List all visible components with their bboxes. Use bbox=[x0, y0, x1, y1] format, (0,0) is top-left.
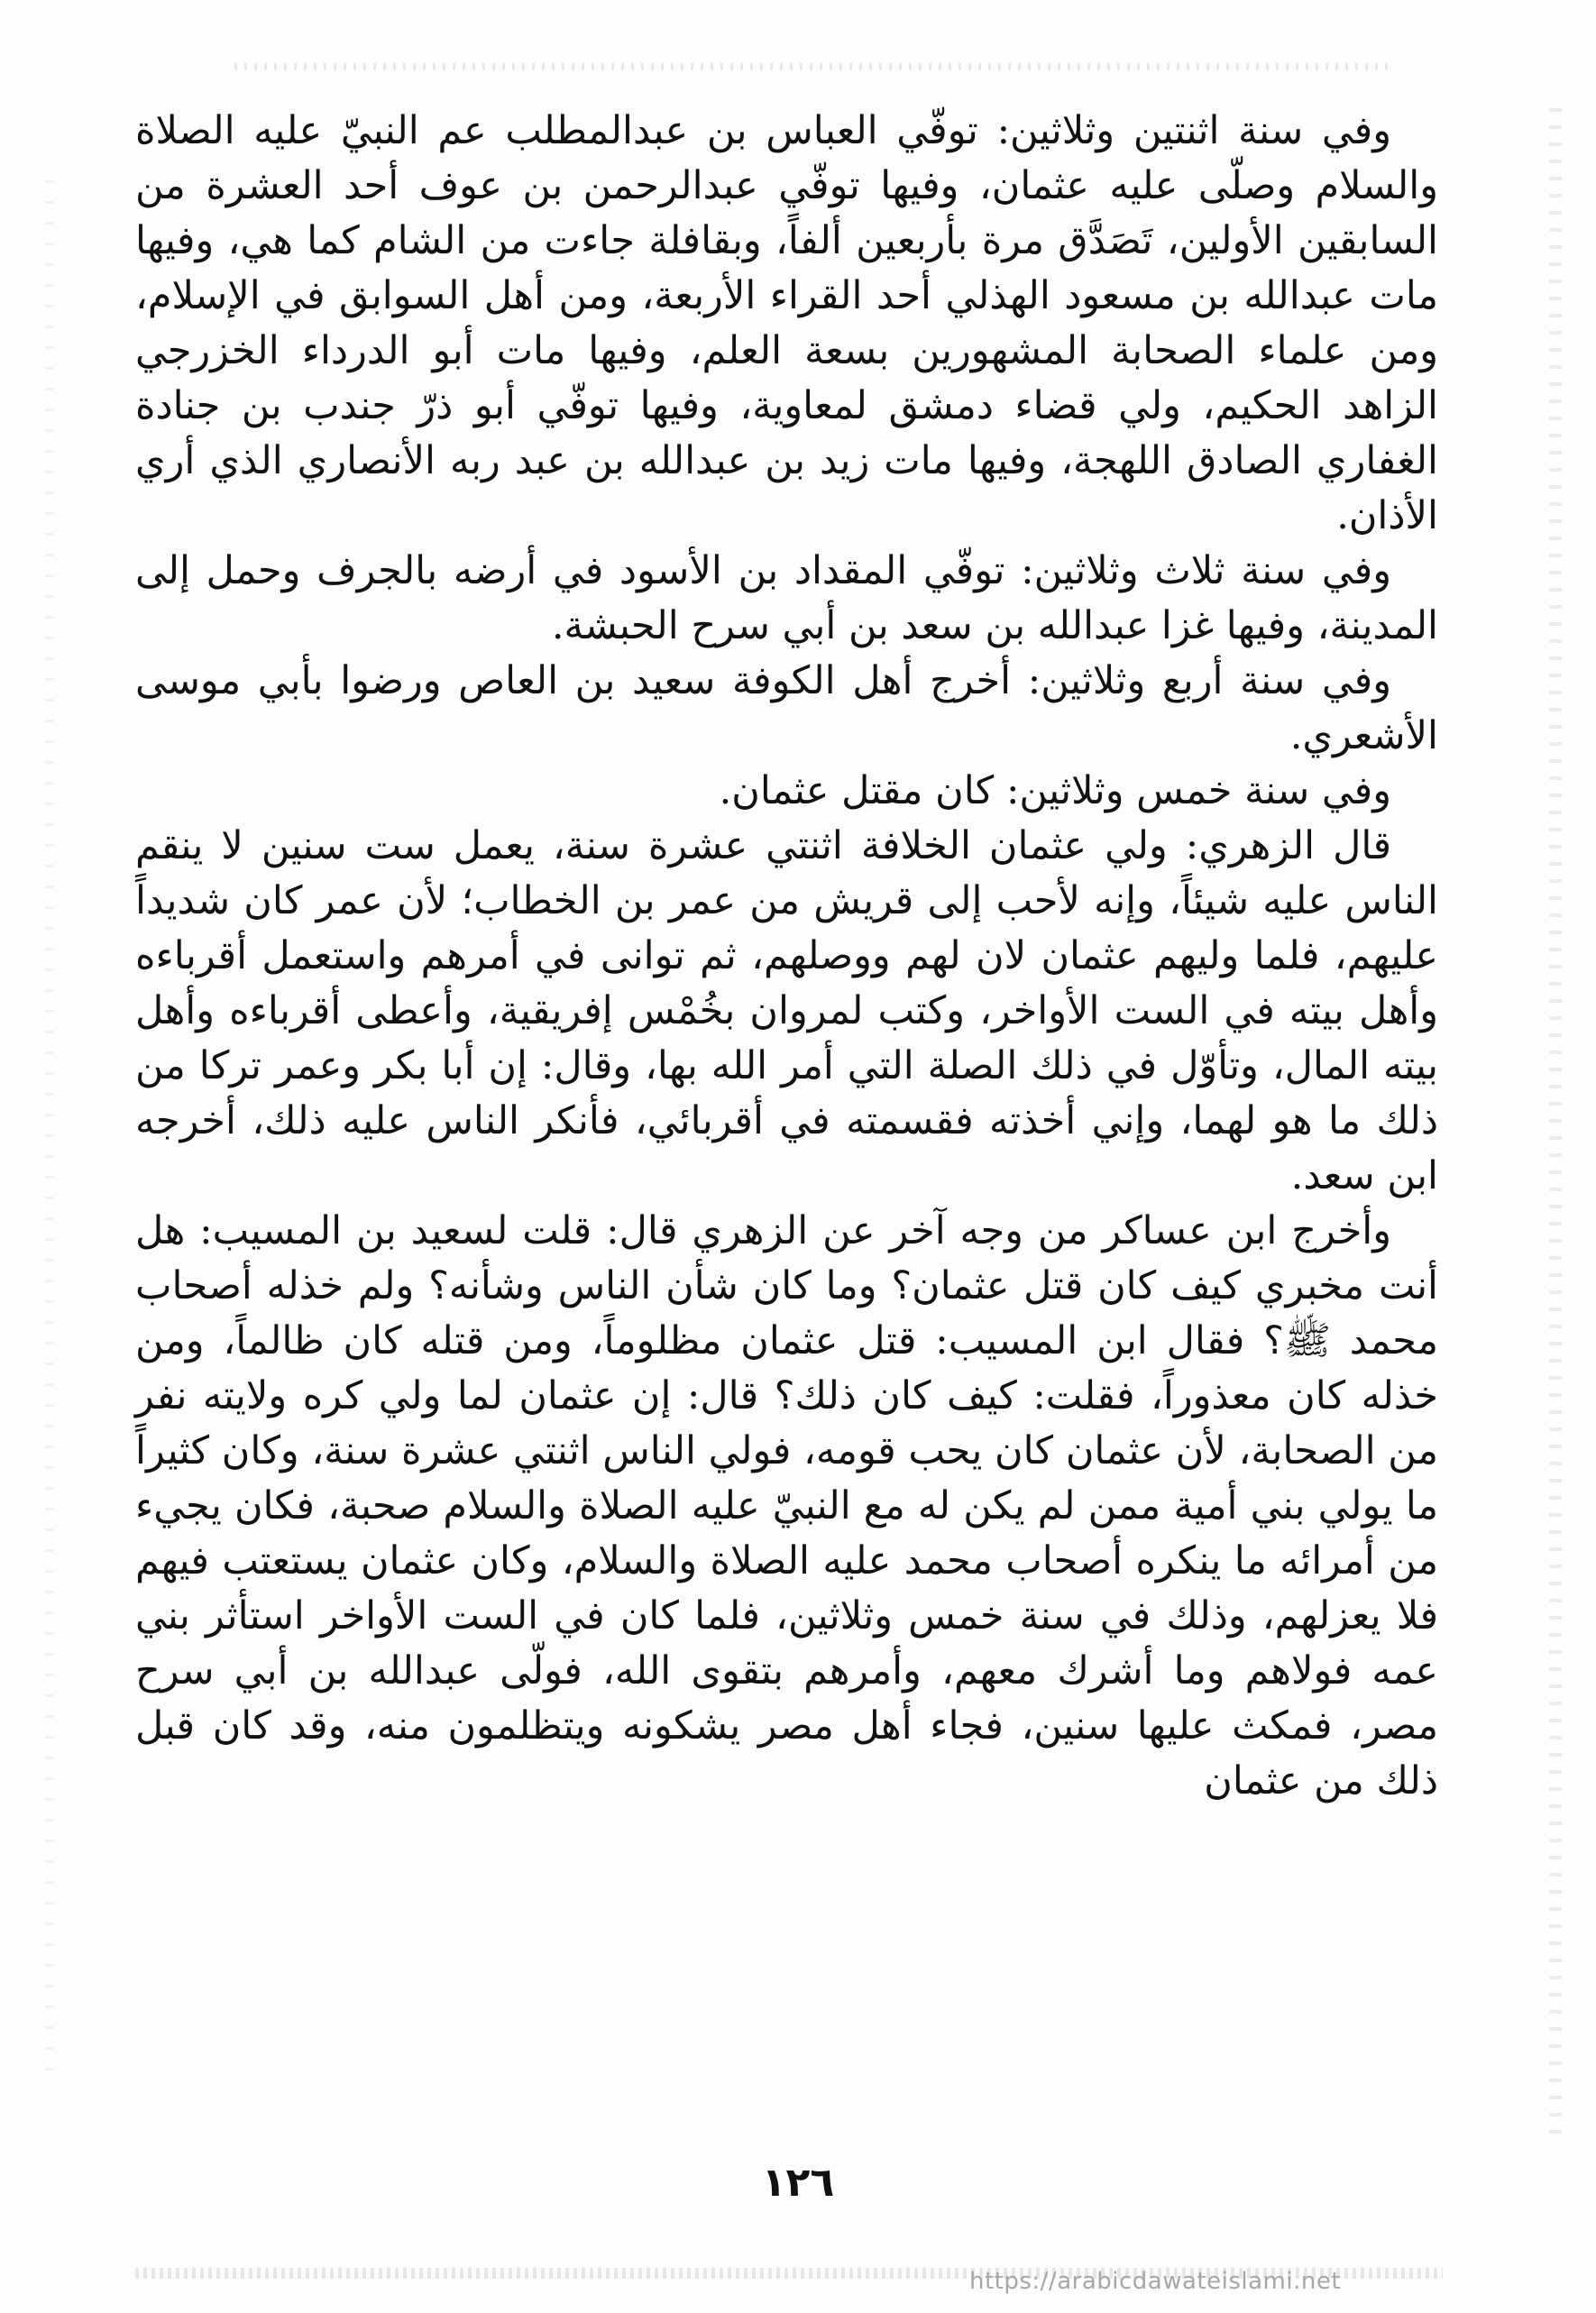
body-text bbox=[135, 104, 1438, 1809]
paragraph-year-33: وفي سنة ثلاث وثلاثين: توفّي المقداد بن الأسود في أرضه بالجرف وحمل إلى المدينة، وفيها غزا عبدالله بن سعد بن أبي سرح الحبشة. bbox=[135, 548, 1438, 648]
scan-noise-left bbox=[45, 180, 54, 2074]
paragraph-zuhri-account: قال الزهري: ولي عثمان الخلافة اثنتي عشرة سنة، يعمل ست سنين لا ينقم الناس عليه شيئاً، وإنه لأحب إلى قريش من عمر بن الخطاب؛ لأن عمر كان شديداً عليهم، فلما وليهم عثمان لان لهم ووصلهم، ثم توانى في أمرهم واستعمل أقرباءه وأهل بيته في الست الأواخر، وكتب لمروان بخُمْس إفريقية، وأعطى أقرباءه وأهل بيته المال، وتأوّل في ذلك الصلة التي أمر الله بها، وقال: إن أبا بكر وعمر تركا من ذلك ما هو لهما، وإني أخذته فقسمته في أقربائي، فأنكر الناس عليه ذلك، أخرجه ابن سعد. bbox=[135, 823, 1438, 1198]
paragraph-year-32: وفي سنة اثنتين وثلاثين: توفّي العباس بن عبدالمطلب عم النبيّ عليه الصلاة والسلام وصلّى عليه عثمان، وفيها توفّي عبدالرحمن بن عوف أحد العشرة من السابقين الأولين، تَصَدَّق مرة بأربعين ألفاً، وبقافلة جاءت من الشام كما هي، وفيها مات عبدالله بن مسعود الهذلي أحد القراء الأربعة، ومن أهل السوابق في الإسلام، ومن علماء الصحابة المشهورين بسعة العلم، وفيها مات أبو الدرداء الخزرجي الزاهد الحكيم، ولي قضاء دمشق لمعاوية، وفيها توفّي أبو ذرّ جندب بن جنادة الغفاري الصادق اللهجة، وفيها مات زيد بن عبدالله بن عبد ربه الأنصاري الذي أري الأذان. bbox=[135, 108, 1438, 538]
scan-noise-top bbox=[234, 63, 1389, 70]
page-number: ١٢٦ bbox=[761, 2160, 835, 2206]
scan-noise-right bbox=[1549, 108, 1562, 2137]
paragraph-year-35: وفي سنة خمس وثلاثين: كان مقتل عثمان. bbox=[719, 768, 1391, 813]
watermark-url: https://arabicdawateislami.net bbox=[969, 2268, 1342, 2295]
paragraph-year-34: وفي سنة أربع وثلاثين: أخرج أهل الكوفة سعيد بن العاص ورضوا بأبي موسى الأشعري. bbox=[135, 658, 1438, 758]
paragraph-ibn-asakir-account: وأخرج ابن عساكر من وجه آخر عن الزهري قال: قلت لسعيد بن المسيب: هل أنت مخبري كيف كان قتل عثمان؟ وما كان شأن الناس وشأنه؟ ولم خذله أصحاب محمد ﷺ؟ فقال ابن المسيب: قتل عثمان مظلوماً، ومن قتله كان ظالماً، ومن خذله كان معذوراً، فقلت: كيف كان ذلك؟ قال: إن عثمان لما ولي كره ولايته نفر من الصحابة، لأن عثمان كان يحب قومه، فولي الناس اثنتي عشرة سنة، وكان كثيراً ما يولي بني أمية ممن لم يكن له مع النبيّ عليه الصلاة والسلام صحبة، فكان يجيء من أمرائه ما ينكره أصحاب محمد عليه الصلاة والسلام، وكان عثمان يستعتب فيهم فلا يعزلهم، وذلك في سنة خمس وثلاثين، فلما كان في الست الأواخر استأثر بني عمه فولاهم وما أشرك معهم، وأمرهم بتقوى الله، فولّى عبدالله بن أبي سرح مصر، فمكث عليها سنين، فجاء أهل مصر يشكونه ويتظلمون منه، وقد كان قبل ذلك من عثمان bbox=[135, 1208, 1438, 1804]
